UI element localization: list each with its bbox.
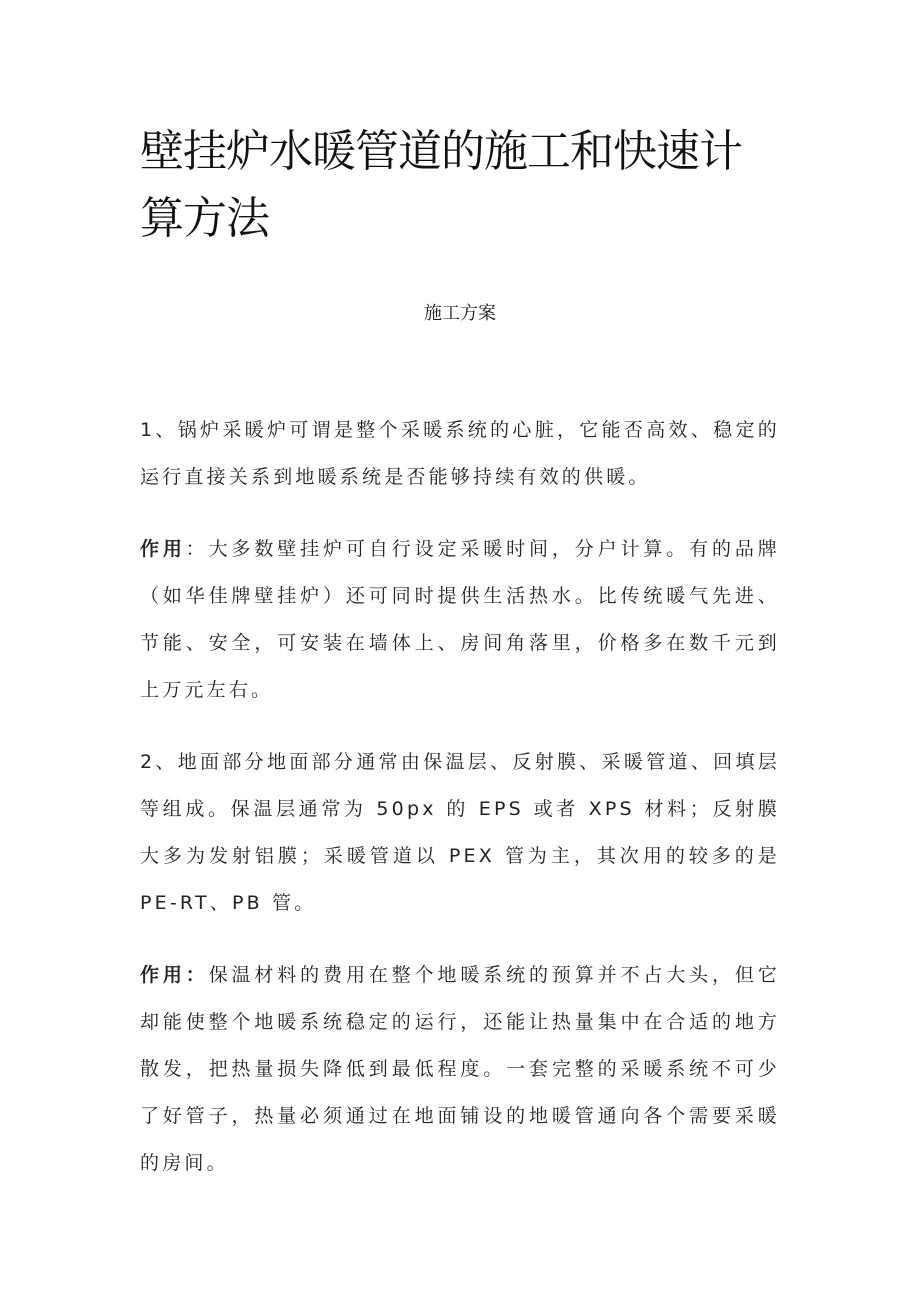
paragraph-floor <box>140 739 780 927</box>
document-title: 壁挂炉水暖管道的施工和快速计算方法 <box>140 126 742 244</box>
paragraph-lead: 作用： <box>140 964 209 986</box>
paragraph-lead: 作用 <box>140 538 186 560</box>
paragraph-boiler-function <box>140 526 780 714</box>
paragraph-boiler <box>140 407 780 501</box>
document-subtitle: 施工方案 <box>424 303 496 324</box>
paragraph-text: ：大多数壁挂炉可自行设定采暖时间，分户计算。有的品牌（如华佳牌壁挂炉）还可同时提供生活热水。比传统暖气先进、节能、安全，可安装在墙体上、房间角落里，价格多在数千元到上万元左右。 <box>140 538 780 701</box>
paragraph-text: 保温材料的费用在整个地暖系统的预算并不占大头，但它却能使整个地暖系统稳定的运行，还能让热量集中在合适的地方散发，把热量损失降低到最低程度。一套完整的采暖系统不可少了好管子，热量必须通过在地面铺设的地暖管通向各个需要采暖的房间。 <box>140 964 780 1174</box>
paragraph-text: 1、锅炉采暖炉可谓是整个采暖系统的心脏，它能否高效、稳定的运行直接关系到地暖系统是否能够持续有效的供暖。 <box>140 419 780 488</box>
paragraph-floor-function <box>140 952 780 1187</box>
paragraph-text: 2、地面部分地面部分通常由保温层、反射膜、采暖管道、回填层等组成。保温层通常为 50px 的 EPS 或者 XPS 材料；反射膜大多为发射铝膜；采暖管道以 PEX 管为主，其次用的较多的是 PE-RT、PB 管。 <box>140 751 780 914</box>
